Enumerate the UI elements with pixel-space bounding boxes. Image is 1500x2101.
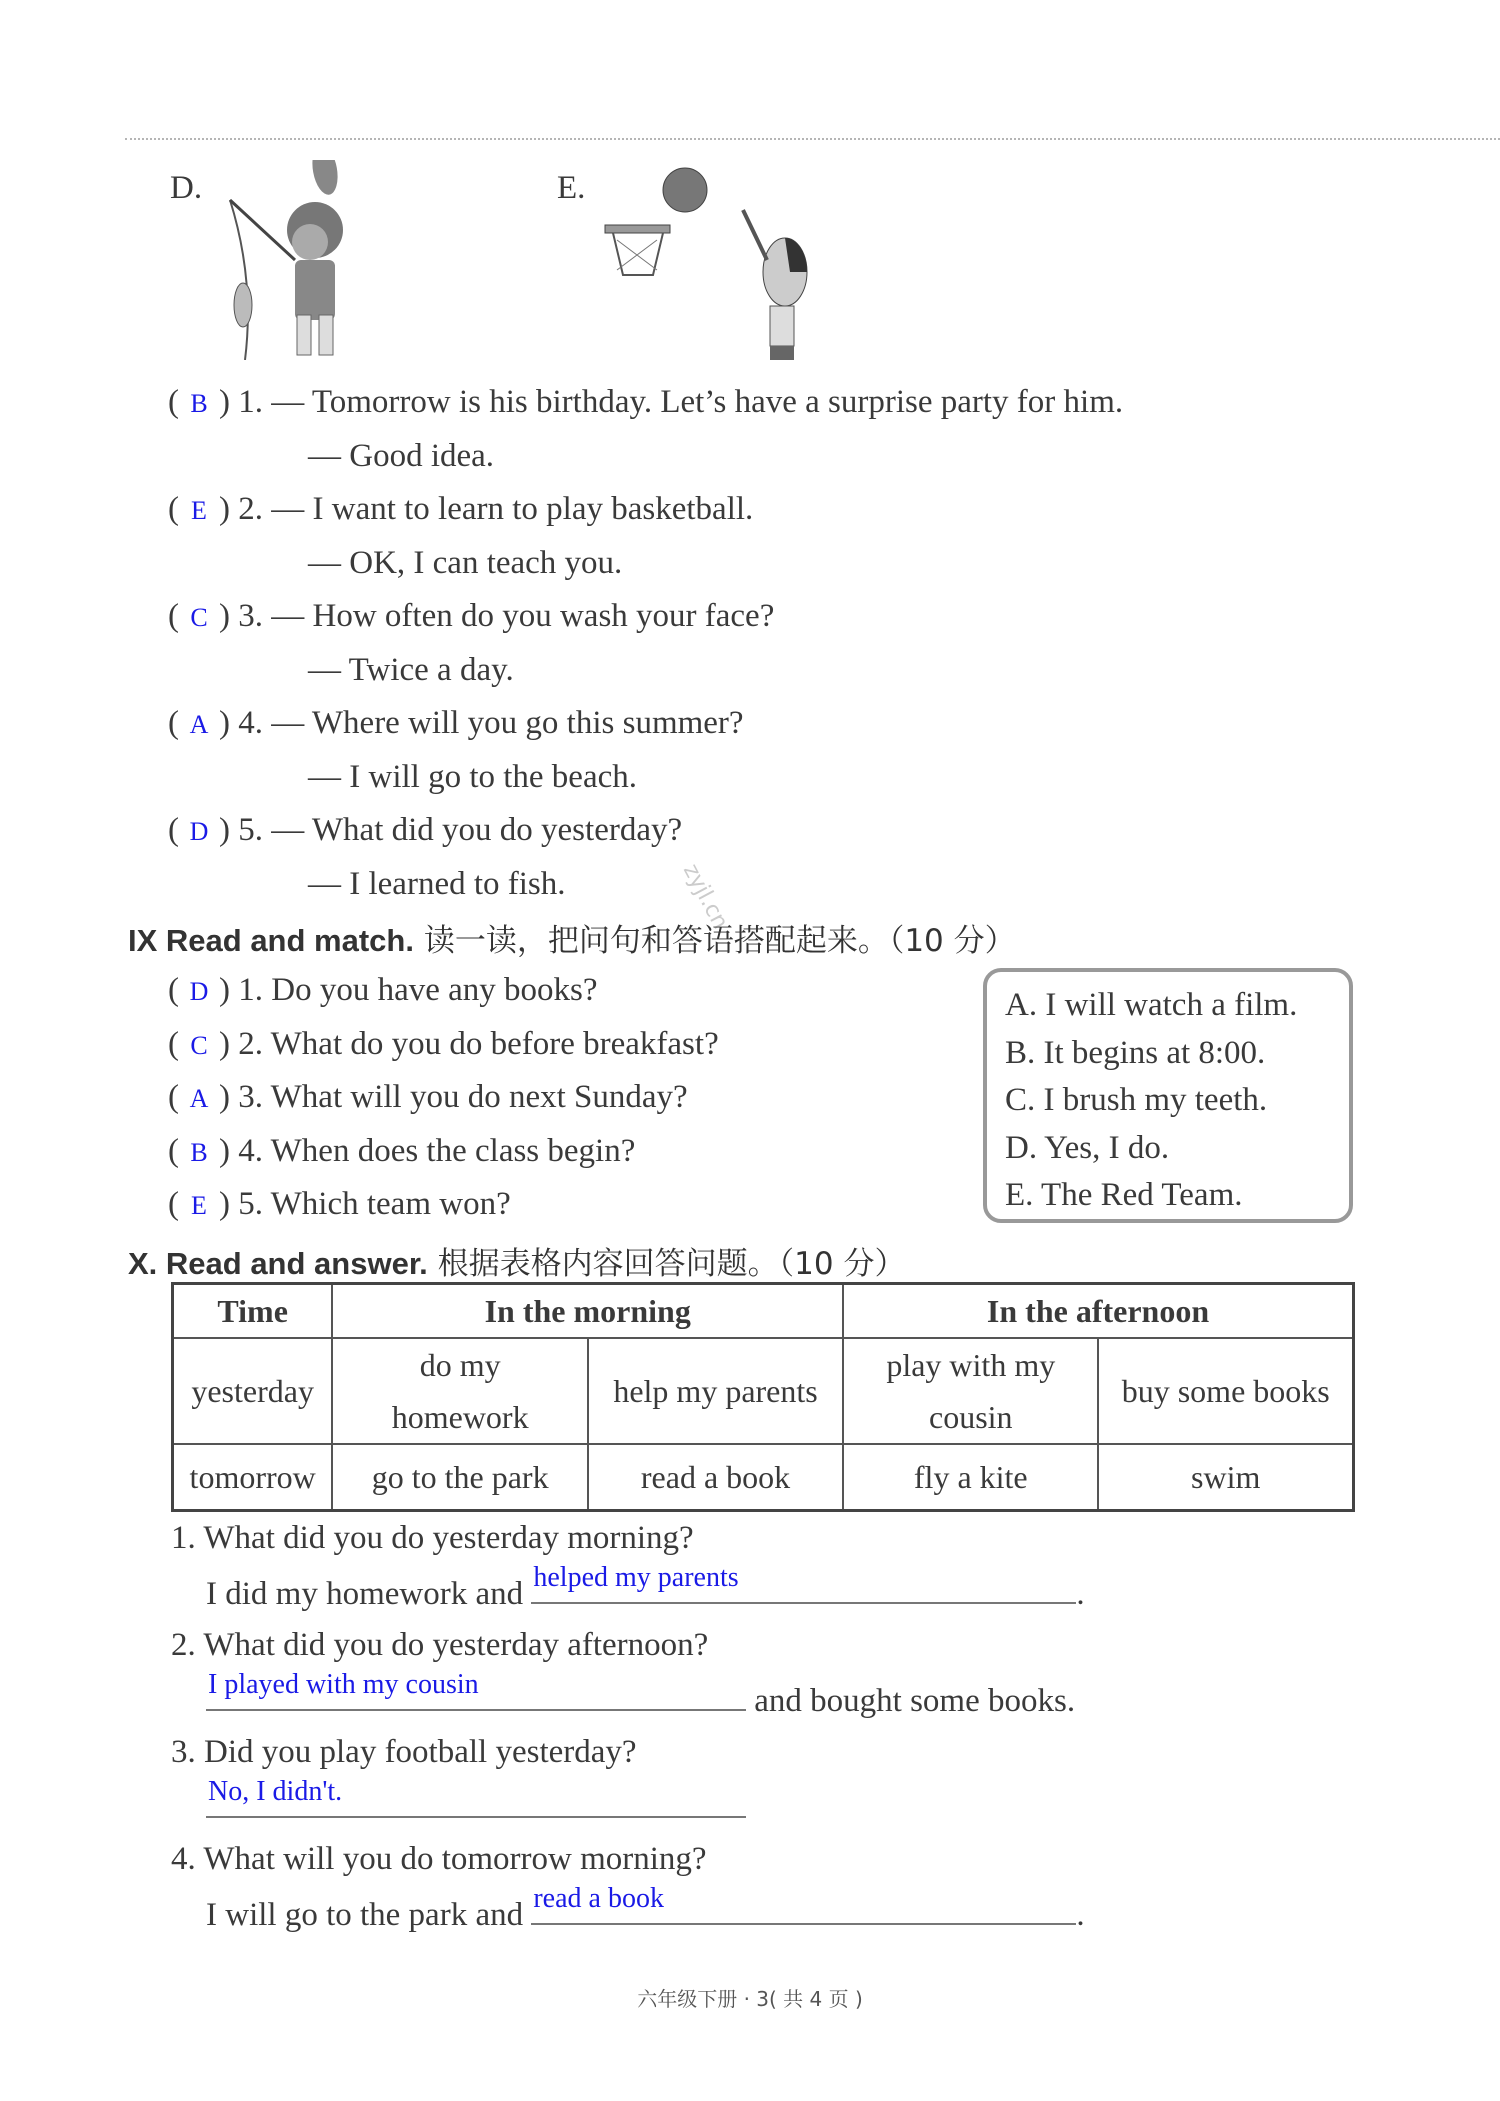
answer-field[interactable]: E	[191, 1191, 207, 1220]
match-item-4: ( B ) 4. When does the class begin?	[168, 1131, 719, 1185]
question-text: 5. Which team won?	[238, 1186, 511, 1222]
answer-line-1	[171, 1561, 1085, 1626]
match-item-2: ( C ) 2. What do you do before breakfast?	[168, 1024, 719, 1078]
cell-time: yesterday	[173, 1338, 333, 1444]
cell: play with my cousin	[843, 1338, 1098, 1444]
heading-chinese: 读一读，把问句和答语搭配起来。（10 分）	[413, 923, 1016, 959]
answer-text: I played with my cousin	[208, 1668, 479, 1700]
answer-text: No, I didn't.	[208, 1775, 343, 1807]
cell: go to the park	[332, 1444, 588, 1510]
option-b: B. It begins at 8:00.	[1005, 1034, 1266, 1071]
item-number: 4.	[238, 705, 263, 741]
option-c: C. I brush my teeth.	[1005, 1082, 1268, 1118]
schedule-table	[171, 1282, 1355, 1512]
cell: read a book	[588, 1444, 843, 1510]
answer-prefix: I will go to the park and	[206, 1896, 532, 1933]
answer-blank[interactable]	[206, 1668, 746, 1711]
question-text: — What did you do yesterday?	[271, 812, 683, 848]
cell: fly a kite	[843, 1444, 1098, 1510]
section-x-heading	[128, 1238, 905, 1283]
option-d: D. Yes, I do.	[1005, 1129, 1170, 1166]
option-e: E. The Red Team.	[1005, 1177, 1243, 1213]
question-3: 3. Did you play football yesterday?	[171, 1734, 637, 1770]
section-ix-heading	[128, 915, 1016, 960]
basketball-boy-illustration	[595, 160, 825, 370]
heading-english: IX Read and match.	[128, 923, 414, 958]
picture-label-d: D.	[170, 170, 203, 206]
answer-suffix: .	[1076, 1896, 1085, 1933]
answer-field[interactable]: B	[190, 389, 208, 418]
question-text: 3. What will you do next Sunday?	[238, 1079, 688, 1115]
cell-time: tomorrow	[173, 1444, 333, 1510]
match-item-5: ( E ) 5. Which team won?	[168, 1184, 719, 1238]
question-text: 4. When does the class begin?	[238, 1132, 636, 1169]
answer-blank[interactable]	[531, 1882, 1076, 1925]
match-item-3: ( A ) 3. What will you do next Sunday?	[168, 1077, 719, 1131]
cell: swim	[1098, 1444, 1353, 1510]
answer-text: helped my parents	[533, 1561, 739, 1593]
table-row	[173, 1338, 1354, 1444]
answer-line-2	[171, 1668, 1085, 1733]
dialogue-item-5: ( D ) 5. — What did you do yesterday?	[168, 810, 1123, 864]
header-morning: In the morning	[332, 1284, 843, 1339]
header-afternoon: In the afternoon	[843, 1284, 1353, 1339]
item-number: 3.	[238, 598, 263, 634]
answer-text: read a book	[533, 1882, 664, 1914]
response-text: — Twice a day.	[308, 651, 514, 688]
table-row	[173, 1444, 1354, 1510]
answer-line-3	[171, 1775, 1085, 1840]
question-text: 2. What do you do before breakfast?	[238, 1025, 719, 1062]
question-text: — I want to learn to play basketball.	[271, 491, 754, 527]
page-footer: 六年级下册 · 3( 共 4 页 )	[637, 1987, 863, 2011]
picture-label-e: E.	[557, 170, 586, 206]
table-header-row	[173, 1284, 1354, 1339]
response-text: — I will go to the beach.	[308, 758, 638, 795]
answer-field[interactable]: C	[190, 1030, 208, 1060]
response-text: — I learned to fish.	[308, 865, 566, 902]
page-divider	[125, 138, 1500, 140]
answer-line-4	[171, 1882, 1085, 1947]
item-number: 5.	[238, 812, 263, 848]
dialogue-item-4: ( A ) 4. — Where will you go this summer?	[168, 703, 1123, 757]
dialogue-item-1: ( B ) 1. — Tomorrow is his birthday. Let’s have a surprise party for him.	[168, 382, 1123, 436]
answer-field[interactable]: D	[189, 977, 209, 1006]
question-text: 1. Do you have any books?	[238, 972, 598, 1008]
dialogue-item-2: ( E ) 2. — I want to learn to play basketball.	[168, 489, 1123, 543]
item-number: 1.	[238, 384, 263, 420]
option-a: A. I will watch a film.	[1005, 987, 1298, 1023]
cell: buy some books	[1098, 1338, 1353, 1444]
question-4: 4. What will you do tomorrow morning?	[171, 1841, 707, 1877]
answer-field[interactable]: A	[189, 710, 209, 739]
cell: help my parents	[588, 1338, 843, 1444]
section-ix-questions	[168, 970, 719, 1238]
question-text: — Tomorrow is his birthday. Let’s have a surprise party for him.	[271, 384, 1124, 420]
header-time: Time	[173, 1284, 333, 1339]
question-2: 2. What did you do yesterday afternoon?	[171, 1627, 709, 1663]
fishing-boy-illustration	[215, 160, 395, 360]
question-text: — Where will you go this summer?	[271, 705, 744, 741]
heading-chinese: 根据表格内容回答问题。（10 分）	[427, 1246, 906, 1282]
question-1: 1. What did you do yesterday morning?	[171, 1520, 694, 1556]
answer-blank[interactable]	[531, 1561, 1076, 1604]
answer-field[interactable]: C	[190, 603, 208, 632]
answer-prefix: I did my homework and	[206, 1575, 532, 1612]
answer-field[interactable]: D	[189, 817, 209, 846]
answer-suffix: .	[1076, 1575, 1085, 1612]
answer-field[interactable]: B	[190, 1137, 208, 1167]
answer-field[interactable]: E	[191, 496, 207, 525]
section-x-questions	[171, 1518, 1085, 1946]
answer-field[interactable]: A	[189, 1084, 209, 1113]
response-text: — OK, I can teach you.	[308, 544, 623, 581]
response-text: — Good idea.	[308, 437, 495, 474]
question-text: — How often do you wash your face?	[271, 598, 775, 634]
answer-options-box	[983, 968, 1353, 1223]
section-viii-list	[168, 382, 1123, 917]
watermark: zyjl.cn	[677, 860, 733, 934]
answer-suffix: and bought some books.	[746, 1682, 1076, 1719]
answer-blank[interactable]	[206, 1775, 746, 1818]
item-number: 2.	[238, 491, 263, 527]
match-item-1: ( D ) 1. Do you have any books?	[168, 970, 719, 1024]
cell: do my homework	[332, 1338, 588, 1444]
heading-english: X. Read and answer.	[128, 1246, 428, 1281]
dialogue-item-3: ( C ) 3. — How often do you wash your face?	[168, 596, 1123, 650]
